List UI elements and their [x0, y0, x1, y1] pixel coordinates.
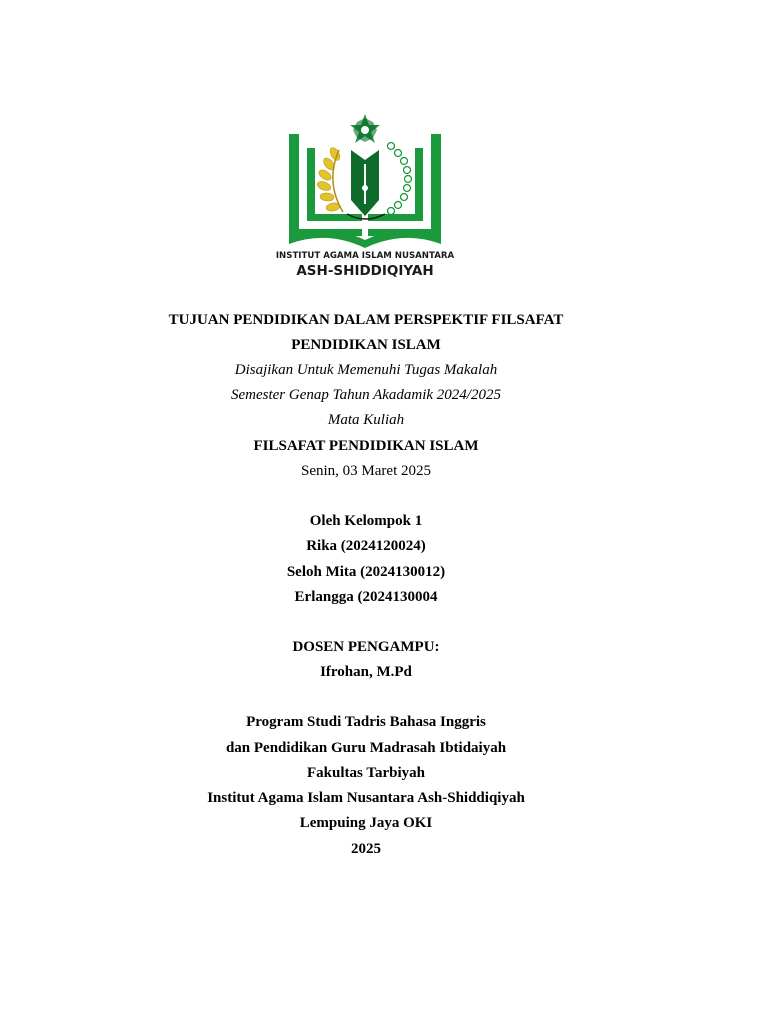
institution-logo — [267, 104, 463, 289]
logo-emblem — [267, 104, 463, 289]
institution-name: Institut Agama Islam Nusantara Ash-Shiddiqiyah — [207, 790, 525, 806]
study-program: Program Studi Tadris Bahasa Inggris — [246, 714, 486, 730]
location: Lempuing Jaya OKI — [299, 815, 433, 831]
year: 2025 — [351, 841, 381, 857]
study-program-2: dan Pendidikan Guru Madrasah Ibtidaiyah — [225, 740, 507, 756]
group-member: Erlangga (2024130004 — [294, 589, 438, 605]
purpose-line-2: Semester Genap Tahun Akadamik 2024/2025 — [231, 387, 501, 403]
purpose-line-3: Mata Kuliah — [327, 412, 405, 428]
faculty: Fakultas Tarbiyah — [307, 765, 425, 781]
logo-text-line2: ASH-SHIDDIQIYAH — [296, 263, 434, 279]
group-member: Seloh Mita (2024130012) — [286, 564, 446, 580]
presentation-date: Senin, 03 Maret 2025 — [301, 463, 431, 479]
lecturer-name: Ifrohan, M.Pd — [320, 664, 412, 680]
logo-text-line1: INSTITUT AGAMA ISLAM NUSANTARA — [275, 251, 455, 261]
purpose-line-1: Disajikan Untuk Memenuhi Tugas Makalah — [234, 362, 498, 378]
group-heading: Oleh Kelompok 1 — [309, 513, 423, 529]
title-line-2: PENDIDIKAN ISLAM — [291, 337, 441, 353]
title-line-1: TUJUAN PENDIDIKAN DALAM PERSPEKTIF FILSAFAT — [168, 312, 564, 328]
lecturer-heading: DOSEN PENGAMPU: — [292, 639, 440, 655]
course-name: FILSAFAT PENDIDIKAN ISLAM — [253, 438, 479, 454]
group-member: Rika (2024120024) — [306, 538, 426, 554]
